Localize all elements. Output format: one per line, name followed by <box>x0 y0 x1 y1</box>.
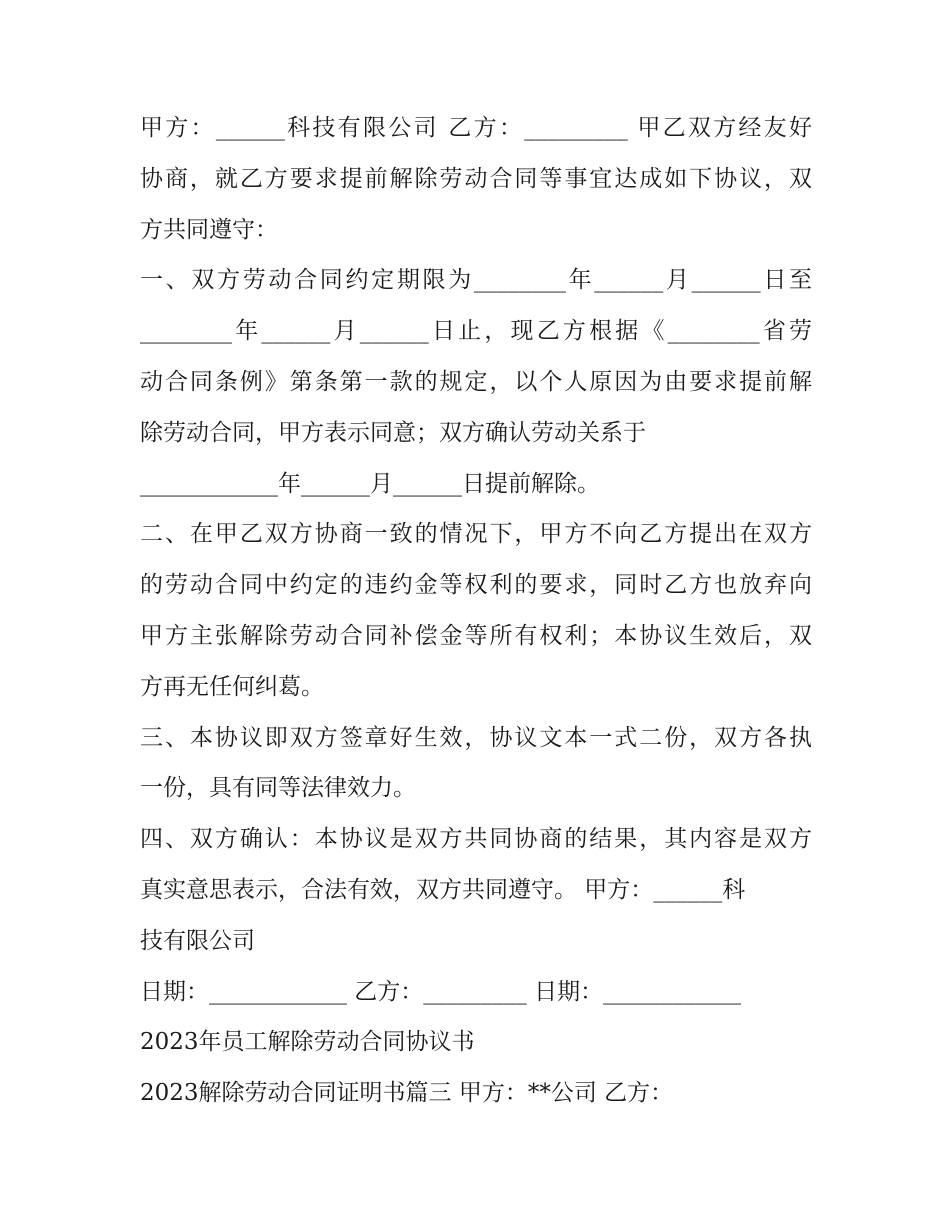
text-line: 方共同遵守： <box>140 216 278 243</box>
document-body <box>140 103 812 1119</box>
text-line: 日期：____________ 乙方：_________ 日期：____________ <box>140 978 742 1005</box>
text-line: 一、双方劳动合同约定期限为________年______月______日至 <box>140 267 812 294</box>
text-line: 动合同条例》第条第一款的规定，以个人原因为由要求提前解 <box>140 368 812 395</box>
text-line: 甲方主张解除劳动合同补偿金等所有权利；本协议生效后，双 <box>140 622 812 649</box>
text-line: 的劳动合同中约定的违约金等权利的要求，同时乙方也放弃向 <box>140 572 812 599</box>
text-line: 方再无任何纠葛。 <box>140 673 324 700</box>
text-line: 真实意思表示，合法有效，双方共同遵守。 甲方：______科 <box>140 876 746 903</box>
text-line: 二、在甲乙双方协商一致的情况下，甲方不向乙方提出在双方 <box>140 521 812 548</box>
text-line: 除劳动合同，甲方表示同意；双方确认劳动关系于 <box>140 419 646 446</box>
text-line: 2023解除劳动合同证明书篇三 甲方：**公司 乙方： <box>140 1080 674 1107</box>
text-line: 甲方：______科技有限公司 乙方：_________ 甲乙双方经友好 <box>140 115 812 141</box>
text-line: 一份，具有同等法律效力。 <box>140 775 416 802</box>
text-line: 协商，就乙方要求提前解除劳动合同等事宜达成如下协议，双 <box>140 165 812 192</box>
text-line: ____________年______月______日提前解除。 <box>140 470 600 497</box>
text-line: ________年______月______日止，现乙方根据《________省劳 <box>140 318 812 345</box>
text-line: 技有限公司 <box>140 927 255 954</box>
text-line: 三、本协议即双方签章好生效，协议文本一式二份，双方各执 <box>140 724 812 751</box>
text-line: 2023年员工解除劳动合同协议书 <box>140 1029 475 1056</box>
text-line: 四、双方确认：本协议是双方共同协商的结果，其内容是双方 <box>140 826 812 853</box>
